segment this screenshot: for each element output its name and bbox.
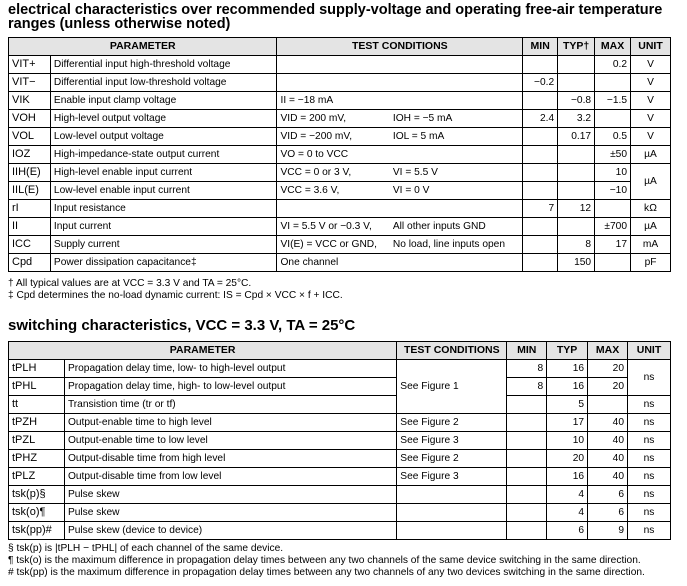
switching-header-row <box>9 342 671 360</box>
footnote-double-dagger: ‡ Cpd determines the no-load dynamic current: IS = Cpd × VCC × f + ICC. <box>8 290 343 301</box>
max-value: 0.2 <box>595 56 631 74</box>
max-value: −1.5 <box>595 92 631 110</box>
test-condition-1 <box>277 74 390 92</box>
unit-value: V <box>631 128 671 146</box>
min-value <box>507 450 547 468</box>
param-symbol: tPLZ <box>9 468 65 486</box>
header-unit: UNIT <box>631 38 671 56</box>
param-description: Propagation delay time, low- to high-level output <box>64 360 396 378</box>
param-symbol: tsk(p)§ <box>9 486 65 504</box>
test-condition: See Figure 1 <box>397 360 507 414</box>
param-description: Low-level enable input current <box>50 182 277 200</box>
param-description: Differential input low-threshold voltage <box>50 74 277 92</box>
footnote-hash: # tsk(pp) is the maximum difference in propagation delay times between any two channels of any two devices switching in the same direction. <box>8 567 645 578</box>
unit-value: ns <box>628 450 671 468</box>
param-description: Propagation delay time, high- to low-level output <box>64 378 396 396</box>
param-symbol: tsk(o)¶ <box>9 504 65 522</box>
min-value <box>507 414 547 432</box>
typ-value: 16 <box>547 378 588 396</box>
typ-value: 17 <box>547 414 588 432</box>
switching-table <box>8 341 671 540</box>
param-description: Enable input clamp voltage <box>50 92 277 110</box>
param-symbol: tPLH <box>9 360 65 378</box>
param-symbol: IIL(E) <box>9 182 51 200</box>
test-condition: See Figure 3 <box>397 468 507 486</box>
param-description: Output-enable time to low level <box>64 432 396 450</box>
max-value: 0.5 <box>595 128 631 146</box>
unit-value: ns <box>628 432 671 450</box>
test-condition-1 <box>277 200 390 218</box>
table-row <box>9 110 671 128</box>
sw-header-unit: UNIT <box>628 342 671 360</box>
min-value: 8 <box>507 378 547 396</box>
min-value <box>523 128 558 146</box>
param-symbol: tt <box>9 396 65 414</box>
test-condition-1: VCC = 3.6 V, <box>277 182 390 200</box>
param-description: Pulse skew <box>64 504 396 522</box>
max-value <box>595 254 631 272</box>
param-description: Differential input high-threshold voltage <box>50 56 277 74</box>
test-condition-2 <box>390 146 523 164</box>
unit-value: mA <box>631 236 671 254</box>
min-value <box>523 254 558 272</box>
param-symbol: tPZH <box>9 414 65 432</box>
param-symbol: VIT+ <box>9 56 51 74</box>
table-row <box>9 218 671 236</box>
footnote-pilcrow: ¶ tsk(o) is the maximum difference in propagation delay times between any two channels of the same device switching in the same direction. <box>8 555 641 566</box>
table-row <box>9 378 671 396</box>
max-value: −10 <box>595 182 631 200</box>
max-value: 6 <box>588 504 628 522</box>
unit-value: pF <box>631 254 671 272</box>
table-row <box>9 254 671 272</box>
test-condition-1: VI = 5.5 V or −0.3 V, <box>277 218 390 236</box>
min-value <box>507 504 547 522</box>
typ-value: 16 <box>547 360 588 378</box>
table-row <box>9 414 671 432</box>
param-description: High-level enable input current <box>50 164 277 182</box>
typ-value: 20 <box>547 450 588 468</box>
max-value: 40 <box>588 432 628 450</box>
test-condition: See Figure 2 <box>397 450 507 468</box>
typ-value: 10 <box>547 432 588 450</box>
typ-value: 4 <box>547 486 588 504</box>
min-value <box>523 182 558 200</box>
table-row <box>9 522 671 540</box>
header-test-conditions: TEST CONDITIONS <box>277 38 523 56</box>
table-row <box>9 182 671 200</box>
param-description: Power dissipation capacitance‡ <box>50 254 277 272</box>
unit-value: V <box>631 74 671 92</box>
test-condition-1: VI(E) = VCC or GND, <box>277 236 390 254</box>
max-value: 20 <box>588 360 628 378</box>
param-symbol: VOH <box>9 110 51 128</box>
max-value: 40 <box>588 450 628 468</box>
typ-value: 4 <box>547 504 588 522</box>
min-value <box>507 522 547 540</box>
max-value: 20 <box>588 378 628 396</box>
min-value <box>507 432 547 450</box>
switching-title: switching characteristics, VCC = 3.3 V, TA = 25°C <box>8 317 356 334</box>
typ-value: 0.17 <box>558 128 595 146</box>
unit-value: V <box>631 92 671 110</box>
param-description: Output-disable time from low level <box>64 468 396 486</box>
param-description: Output-enable time to high level <box>64 414 396 432</box>
table-row <box>9 236 671 254</box>
unit-value: V <box>631 110 671 128</box>
min-value <box>523 146 558 164</box>
table-row <box>9 504 671 522</box>
test-condition-2: IOH = −5 mA <box>390 110 523 128</box>
table-row <box>9 164 671 182</box>
header-typ: TYP† <box>558 38 595 56</box>
param-symbol: tPHZ <box>9 450 65 468</box>
max-value: ±50 <box>595 146 631 164</box>
test-condition-2 <box>390 200 523 218</box>
test-condition-2: All other inputs GND <box>390 218 523 236</box>
max-value <box>595 200 631 218</box>
typ-value <box>558 218 595 236</box>
max-value: 17 <box>595 236 631 254</box>
param-description: Supply current <box>50 236 277 254</box>
typ-value <box>558 146 595 164</box>
param-symbol: IOZ <box>9 146 51 164</box>
footnote-section: § tsk(p) is |tPLH − tPHL| of each channel of the same device. <box>8 543 284 554</box>
test-condition-1 <box>277 56 390 74</box>
table-row <box>9 200 671 218</box>
test-condition-1: One channel <box>277 254 390 272</box>
header-min: MIN <box>523 38 558 56</box>
unit-value: ns <box>628 360 671 396</box>
typ-value: 3.2 <box>558 110 595 128</box>
test-condition-2 <box>390 74 523 92</box>
min-value <box>507 486 547 504</box>
typ-value <box>558 74 595 92</box>
param-symbol: ICC <box>9 236 51 254</box>
footnote-dagger: † All typical values are at VCC = 3.3 V and TA = 25°C. <box>8 278 252 289</box>
test-condition-1: II = −18 mA <box>277 92 390 110</box>
param-symbol: VIK <box>9 92 51 110</box>
param-symbol: rI <box>9 200 51 218</box>
max-value: 40 <box>588 468 628 486</box>
param-description: Pulse skew (device to device) <box>64 522 396 540</box>
param-symbol: tsk(pp)# <box>9 522 65 540</box>
table-row <box>9 468 671 486</box>
test-condition-2: VI = 0 V <box>390 182 523 200</box>
unit-value: ns <box>628 414 671 432</box>
table-row <box>9 450 671 468</box>
param-description: Pulse skew <box>64 486 396 504</box>
test-condition-1: VCC = 0 or 3 V, <box>277 164 390 182</box>
header-parameter: PARAMETER <box>9 38 277 56</box>
test-condition: See Figure 2 <box>397 414 507 432</box>
sw-header-max: MAX <box>588 342 628 360</box>
test-condition-2: No load, line inputs open <box>390 236 523 254</box>
max-value <box>595 74 631 92</box>
param-symbol: II <box>9 218 51 236</box>
unit-value: µA <box>631 218 671 236</box>
unit-value: kΩ <box>631 200 671 218</box>
unit-value: ns <box>628 468 671 486</box>
test-condition-2: VI = 5.5 V <box>390 164 523 182</box>
sw-header-typ: TYP <box>547 342 588 360</box>
typ-value: 8 <box>558 236 595 254</box>
param-description: Input resistance <box>50 200 277 218</box>
typ-value: 12 <box>558 200 595 218</box>
table-row <box>9 486 671 504</box>
max-value <box>595 110 631 128</box>
max-value: 10 <box>595 164 631 182</box>
sw-header-min: MIN <box>507 342 547 360</box>
electrical-table <box>8 37 671 272</box>
max-value: 40 <box>588 414 628 432</box>
typ-value <box>558 56 595 74</box>
table-row <box>9 128 671 146</box>
unit-value: µA <box>631 146 671 164</box>
unit-value: ns <box>628 522 671 540</box>
electrical-header-row <box>9 38 671 56</box>
max-value: ±700 <box>595 218 631 236</box>
param-description: Low-level output voltage <box>50 128 277 146</box>
table-row <box>9 74 671 92</box>
test-condition: See Figure 3 <box>397 432 507 450</box>
max-value <box>588 396 628 414</box>
param-description: Transistion time (tr or tf) <box>64 396 396 414</box>
min-value: 8 <box>507 360 547 378</box>
min-value <box>507 396 547 414</box>
unit-value: V <box>631 56 671 74</box>
electrical-title: electrical characteristics over recommended supply-voltage and operating free-air temperature ranges (unless otherwise noted) <box>8 2 663 32</box>
test-condition-1: VID = −200 mV, <box>277 128 390 146</box>
test-condition <box>397 486 507 504</box>
typ-value <box>558 164 595 182</box>
unit-value: µA <box>631 164 671 200</box>
typ-value: 5 <box>547 396 588 414</box>
table-row <box>9 56 671 74</box>
sw-header-parameter: PARAMETER <box>9 342 397 360</box>
typ-value: 150 <box>558 254 595 272</box>
test-condition-1: VO = 0 to VCC <box>277 146 390 164</box>
header-max: MAX <box>595 38 631 56</box>
test-condition-2 <box>390 92 523 110</box>
sw-header-test-conditions: TEST CONDITIONS <box>397 342 507 360</box>
min-value: 7 <box>523 200 558 218</box>
test-condition-2 <box>390 56 523 74</box>
test-condition <box>397 522 507 540</box>
table-row <box>9 360 671 378</box>
switching-notes <box>8 543 645 579</box>
param-description: Output-disable time from high level <box>64 450 396 468</box>
test-condition <box>397 504 507 522</box>
min-value <box>523 56 558 74</box>
unit-value: ns <box>628 504 671 522</box>
table-row <box>9 396 671 414</box>
typ-value: 6 <box>547 522 588 540</box>
test-condition-2: IOL = 5 mA <box>390 128 523 146</box>
max-value: 9 <box>588 522 628 540</box>
param-symbol: VIT− <box>9 74 51 92</box>
param-symbol: tPHL <box>9 378 65 396</box>
unit-value: ns <box>628 486 671 504</box>
min-value <box>523 92 558 110</box>
min-value <box>523 218 558 236</box>
min-value <box>523 164 558 182</box>
min-value <box>523 236 558 254</box>
min-value: −0.2 <box>523 74 558 92</box>
min-value: 2.4 <box>523 110 558 128</box>
typ-value: −0.8 <box>558 92 595 110</box>
param-description: High-impedance-state output current <box>50 146 277 164</box>
typ-value: 16 <box>547 468 588 486</box>
table-row <box>9 92 671 110</box>
table-row <box>9 432 671 450</box>
param-symbol: Cpd <box>9 254 51 272</box>
param-symbol: IIH(E) <box>9 164 51 182</box>
test-condition-1: VID = 200 mV, <box>277 110 390 128</box>
table-row <box>9 146 671 164</box>
param-symbol: VOL <box>9 128 51 146</box>
electrical-notes <box>8 278 343 302</box>
param-description: Input current <box>50 218 277 236</box>
param-symbol: tPZL <box>9 432 65 450</box>
param-description: High-level output voltage <box>50 110 277 128</box>
test-condition-2 <box>390 254 523 272</box>
max-value: 6 <box>588 486 628 504</box>
unit-value: ns <box>628 396 671 414</box>
min-value <box>507 468 547 486</box>
typ-value <box>558 182 595 200</box>
